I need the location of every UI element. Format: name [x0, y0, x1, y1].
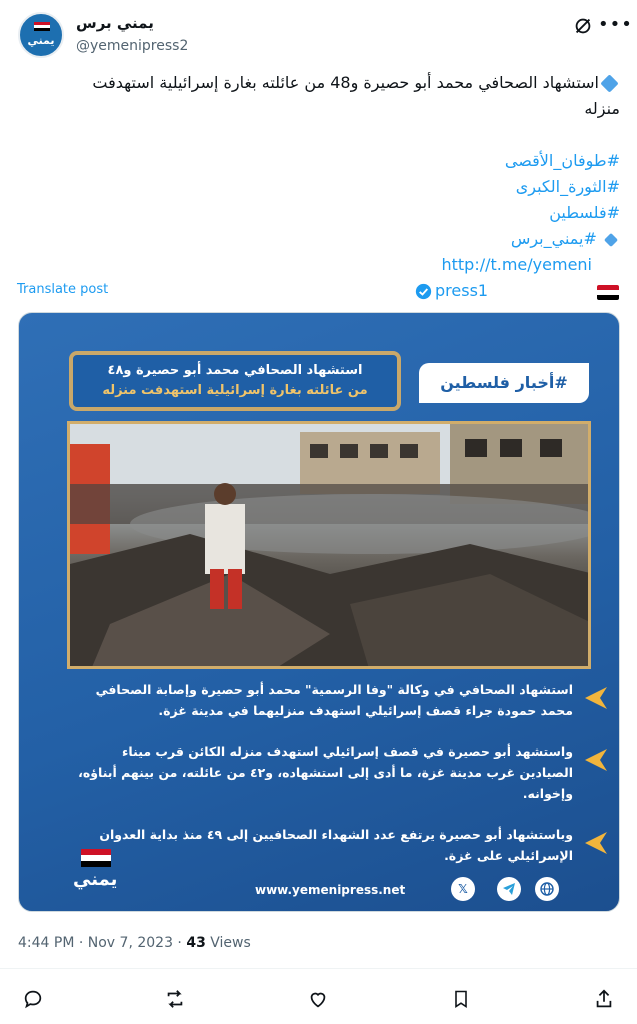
- yemen-flag-icon: [81, 849, 111, 867]
- yemeni-logo: [71, 849, 127, 903]
- tweet-timestamp[interactable]: 4:44 PM · Nov 7, 2023 ·: [18, 935, 187, 951]
- tweet-meta: [18, 935, 251, 951]
- views-count: 43: [186, 935, 206, 951]
- translate-post-link[interactable]: Translate post: [17, 282, 109, 297]
- display-name[interactable]: يمني برس: [76, 14, 154, 32]
- views-label: Views: [205, 935, 251, 951]
- reply-icon[interactable]: [19, 985, 47, 1013]
- action-bar: [0, 985, 637, 1013]
- globe-icon: [535, 877, 559, 901]
- hashtag-row: [20, 226, 620, 252]
- blue-diamond-icon: [600, 74, 618, 92]
- card-bullets: [67, 679, 611, 886]
- hashtag-link[interactable]: #فلسطين: [549, 203, 620, 222]
- card-bullet: وباستشهاد أبو حصيرة يرتفع عدد الشهداء الصحافيين إلى ٤٩ منذ بداية العدوان الإسرائيلي على غزة.: [67, 824, 611, 866]
- bookmark-icon[interactable]: [447, 985, 475, 1013]
- yemen-flag-icon: [34, 22, 50, 31]
- x-social-icon: 𝕏: [451, 877, 475, 901]
- gold-arrow-icon: [583, 830, 609, 856]
- news-photo: [67, 421, 591, 669]
- blue-diamond-icon: [604, 232, 618, 246]
- card-headline-line1: استشهاد الصحافي محمد أبو حصيرة و٤٨: [107, 363, 363, 378]
- blank-line: [20, 122, 620, 148]
- verified-icon: [415, 283, 432, 300]
- retweet-icon[interactable]: [161, 985, 189, 1013]
- gold-arrow-icon: [583, 747, 609, 773]
- handle[interactable]: @yemenipress2: [76, 38, 189, 54]
- logo-text: يمني: [73, 869, 118, 890]
- card-bullet: واستشهد أبو حصيرة في قصف إسرائيلي استهدف منزله الكائن قرب ميناء الصيادين غرب مدينة غزة، ما أدى إلى استشهاده، و٤٢ من عائلته، من بينهم أبناؤه، وإخوانه.: [67, 741, 611, 804]
- link-row-1: [20, 252, 620, 278]
- divider: [0, 968, 637, 969]
- tweet-line-2: منزله: [584, 99, 620, 118]
- hashtag-link[interactable]: #طوفان_الأقصى: [504, 151, 620, 170]
- news-card-image[interactable]: [18, 312, 620, 912]
- tweet-line-1: استشهاد الصحافي محمد أبو حصيرة و48 من عائلته بغارة إسرائيلية استهدفت: [20, 70, 620, 96]
- tweet-text: [20, 70, 620, 278]
- site-url: www.yemenipress.net: [255, 883, 406, 897]
- share-icon[interactable]: [590, 985, 618, 1013]
- telegram-icon: [497, 877, 521, 901]
- yemen-flag-icon: [597, 285, 619, 300]
- avatar-label: يمني: [27, 33, 55, 47]
- tweet-header: [0, 0, 637, 70]
- hashtag-link[interactable]: #الثورة_الكبرى: [515, 177, 620, 196]
- hashtag-link[interactable]: #يمني_برس: [510, 229, 597, 248]
- gold-arrow-icon: [583, 685, 609, 711]
- telegram-link[interactable]: http://t.me/yemeni: [441, 255, 592, 274]
- card-bullet: استشهاد الصحافي في وكالة "وفا الرسمية" محمد أبو حصيرة وإصابة الصحافي محمد حمودة جراء قصف إسرائيلي استهدف منزليهما في مدينة غزة.: [67, 679, 611, 721]
- avatar[interactable]: [18, 12, 64, 58]
- like-icon[interactable]: [304, 985, 332, 1013]
- card-headline-line2: من عائلته بغارة إسرائيلية استهدفت منزله: [102, 383, 368, 398]
- telegram-link-tail[interactable]: press1: [435, 281, 489, 300]
- grok-icon[interactable]: [572, 15, 594, 37]
- more-icon[interactable]: •••: [598, 14, 633, 35]
- link-row-2: [415, 281, 620, 303]
- category-badge: #أخبار فلسطين: [419, 363, 589, 403]
- card-headline: [69, 351, 401, 411]
